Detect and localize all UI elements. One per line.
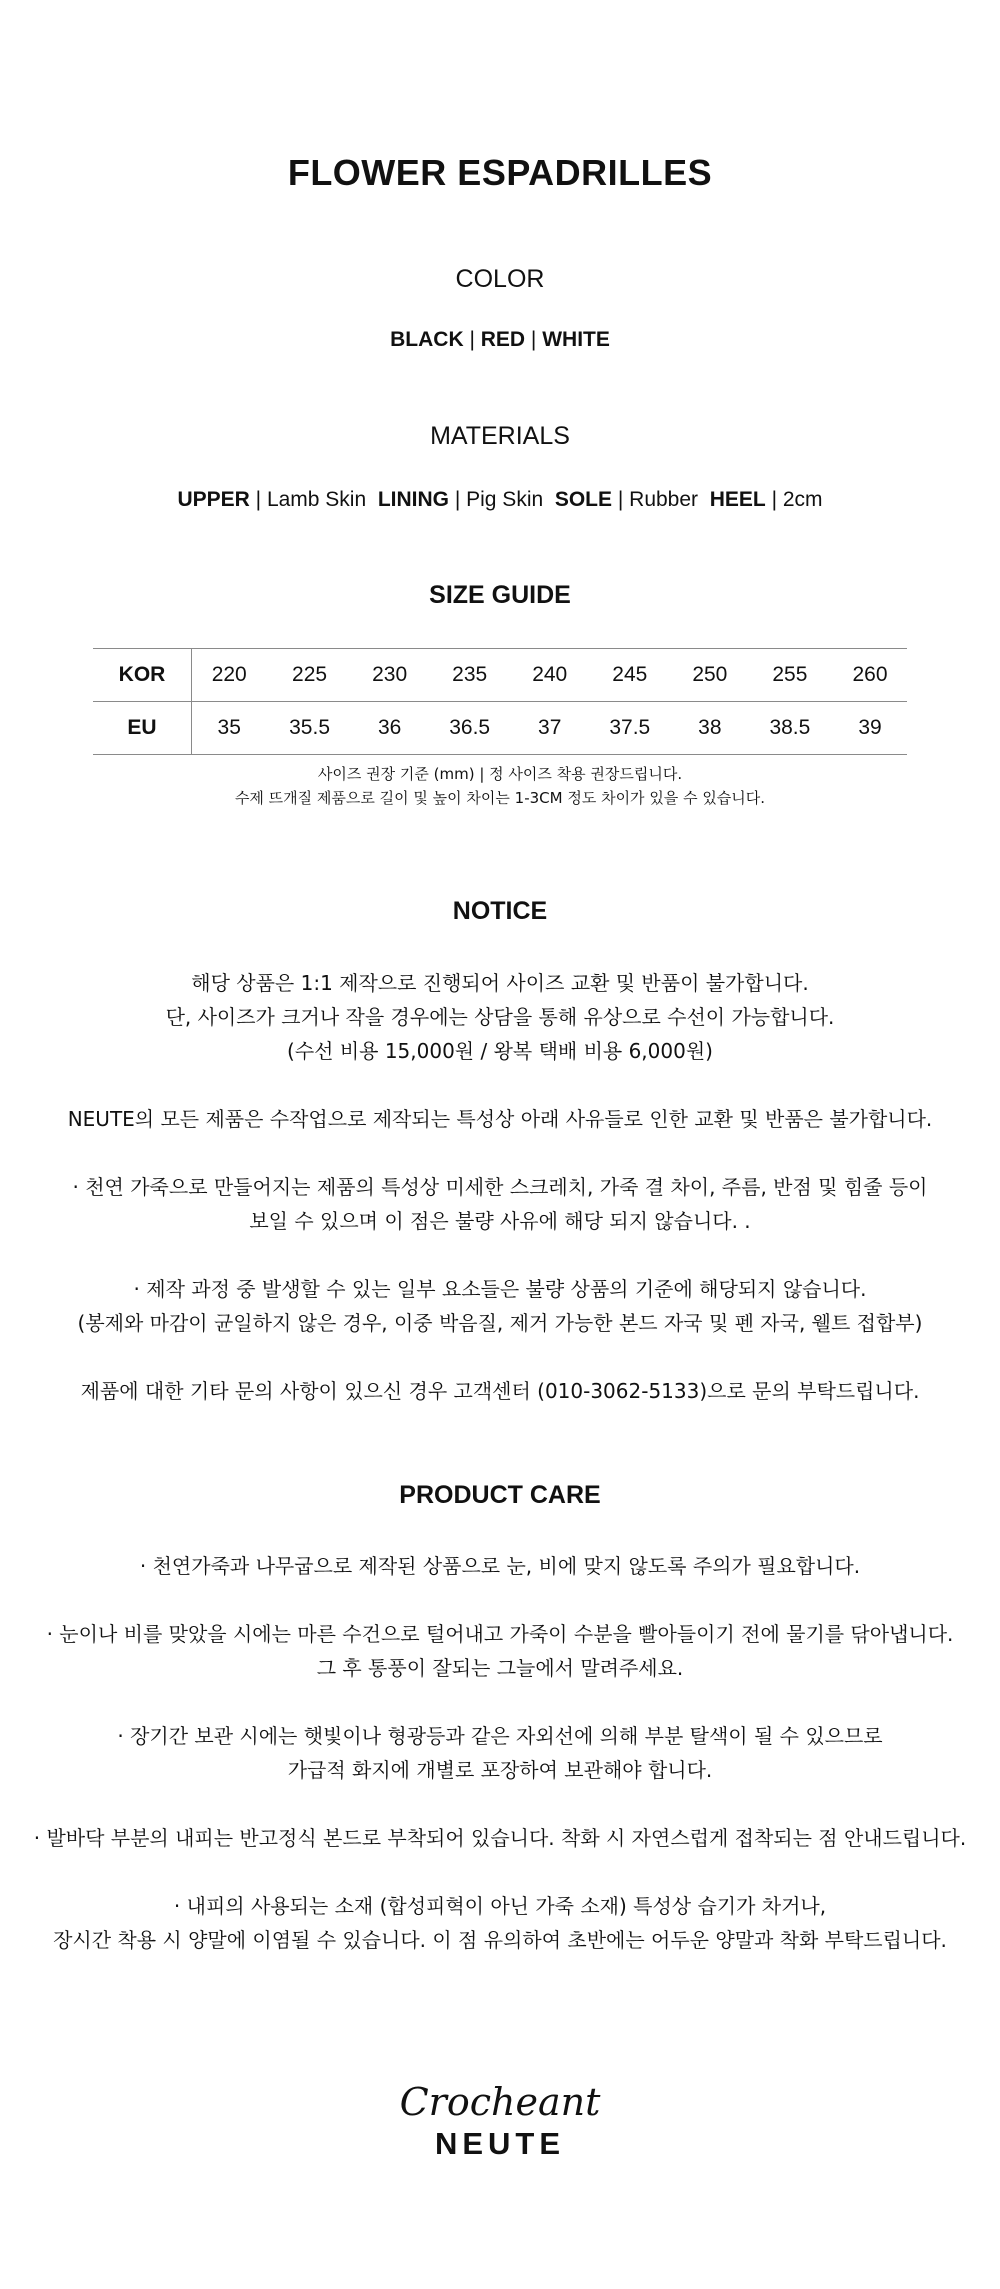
material-part: LINING	[377, 488, 449, 511]
size-cell: 38	[698, 716, 722, 739]
care-line: · 장기간 보관 시에는 햇빛이나 형광등과 같은 자외선에 의해 부분 탈색이 될 수 있으므로	[117, 1724, 883, 1748]
material-part: SOLE	[554, 488, 613, 511]
material-value: 2cm	[782, 488, 823, 511]
size-table	[93, 648, 907, 755]
material-value: Rubber	[629, 488, 699, 511]
size-note: 사이즈 권장 기준 (mm) | 정 사이즈 착용 권장드립니다.	[317, 765, 683, 783]
care-line: 가급적 화지에 개별로 포장하여 보관해야 합니다.	[287, 1758, 713, 1782]
size-cell: 36	[377, 716, 402, 739]
material-value: Pig Skin	[466, 488, 544, 511]
size-row-label: EU	[93, 702, 192, 755]
size-cell: 38.5	[769, 716, 811, 739]
separator: |	[525, 328, 543, 351]
product-care-heading: PRODUCT CARE	[399, 1481, 601, 1509]
color-options	[0, 328, 1000, 352]
notice-heading: NOTICE	[452, 897, 548, 925]
size-row-kor	[93, 649, 907, 702]
care-line: · 발바닥 부분의 내피는 반고정식 본드로 부착되어 있습니다. 착화 시 자연스럽게 접착되는 점 안내드립니다.	[33, 1826, 967, 1850]
size-guide-heading: SIZE GUIDE	[429, 581, 571, 609]
size-row-label: KOR	[93, 649, 192, 702]
color-heading: COLOR	[455, 265, 545, 293]
size-cell: 35.5	[289, 716, 330, 739]
notice-line: · 제작 과정 중 발생할 수 있는 일부 요소들은 불량 상품의 기준에 해당되지 않습니다.	[133, 1277, 867, 1301]
materials-line: UPPER | Lamb Skin LINING | Pig Skin SOLE | Rubber HEEL | 2cm	[177, 488, 823, 511]
size-cell: 255	[772, 663, 808, 686]
size-notes	[0, 762, 1000, 810]
color-option-white: WHITE	[542, 328, 610, 351]
materials-heading: MATERIALS	[430, 422, 570, 450]
care-line: · 눈이나 비를 맞았을 시에는 마른 수건으로 털어내고 가죽이 수분을 빨아들이기 전에 물기를 닦아냅니다.	[46, 1622, 954, 1646]
notice-line: (수선 비용 15,000원 / 왕복 택배 비용 6,000원)	[287, 1039, 713, 1063]
material-value: Lamb Skin	[266, 488, 367, 511]
size-cell: 250	[692, 663, 728, 686]
size-cell: 35	[217, 716, 241, 739]
care-line: · 내피의 사용되는 소재 (합성피혁이 아닌 가죽 소재) 특성상 습기가 차거나,	[173, 1894, 827, 1918]
notice-line: 해당 상품은 1:1 제작으로 진행되어 사이즈 교환 및 반품이 불가합니다.	[191, 971, 809, 995]
size-note: 수제 뜨개질 제품으로 길이 및 높이 차이는 1-3CM 정도 차이가 있을 수 있습니다.	[234, 789, 766, 807]
size-cell: 220	[211, 663, 247, 686]
care-line: 장시간 착용 시 양말에 이염될 수 있습니다. 이 점 유의하여 초반에는 어두운 양말과 착화 부탁드립니다.	[53, 1928, 947, 1952]
material-part: HEEL	[709, 488, 766, 511]
separator: |	[463, 328, 481, 351]
size-cell: 37.5	[609, 716, 651, 739]
material-part: UPPER	[177, 488, 250, 511]
logo-script-text: Crocheant	[399, 2080, 601, 2124]
size-cell: 37	[538, 716, 562, 739]
notice-line: 제품에 대한 기타 문의 사항이 있으신 경우 고객센터 (010-3062-5133)으로 문의 부탁드립니다.	[80, 1379, 920, 1403]
size-cell: 240	[532, 663, 568, 686]
size-cell: 245	[612, 663, 648, 686]
care-line: 그 후 통풍이 잘되는 그늘에서 말려주세요.	[316, 1656, 684, 1680]
logo-brand-text: NEUTE	[434, 2126, 566, 2161]
product-care-body	[0, 1549, 1000, 1957]
size-row-eu	[93, 702, 907, 755]
size-cell: 225	[292, 663, 328, 686]
size-cell: 36.5	[449, 716, 491, 739]
notice-line: 단, 사이즈가 크거나 작을 경우에는 상담을 통해 유상으로 수선이 가능합니다.	[165, 1005, 835, 1029]
notice-line: · 천연 가죽으로 만들어지는 제품의 특성상 미세한 스크레치, 가죽 결 차이, 주름, 반점 및 힘줄 등이	[72, 1175, 928, 1199]
color-option-red: RED	[480, 328, 526, 351]
size-cell: 235	[452, 663, 488, 686]
size-cell: 230	[372, 663, 408, 686]
brand-logo	[0, 2080, 1000, 2162]
color-option-black: BLACK	[390, 328, 464, 351]
notice-line: (봉제와 마감이 균일하지 않은 경우, 이중 박음질, 제거 가능한 본드 자국 및 펜 자국, 웰트 접합부)	[77, 1311, 923, 1335]
notice-line: 보일 수 있으며 이 점은 불량 사유에 해당 되지 않습니다. .	[249, 1209, 751, 1233]
notice-body	[0, 966, 1000, 1408]
size-cell: 39	[858, 716, 882, 739]
care-line: · 천연가죽과 나무굽으로 제작된 상품으로 눈, 비에 맞지 않도록 주의가 필요합니다.	[139, 1554, 861, 1578]
notice-line: NEUTE의 모든 제품은 수작업으로 제작되는 특성상 아래 사유들로 인한 교환 및 반품은 불가합니다.	[67, 1107, 933, 1131]
page-title: FLOWER ESPADRILLES	[287, 152, 713, 193]
size-cell: 260	[852, 663, 888, 686]
